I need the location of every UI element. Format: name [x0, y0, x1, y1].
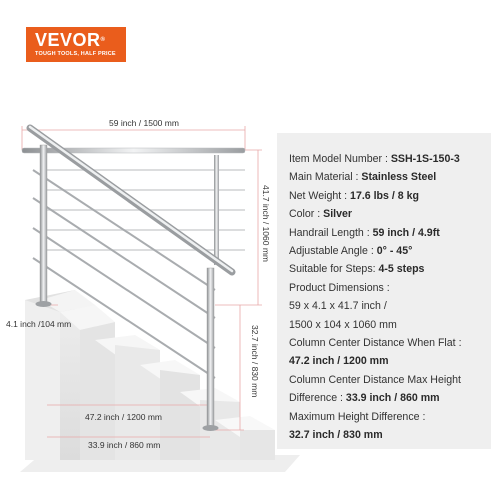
spec-line: [289, 411, 425, 424]
brand-name: VEVOR: [35, 30, 101, 50]
registered-mark: ®: [100, 37, 106, 43]
post-height-label: 32.7 inch / 830 mm: [250, 325, 260, 398]
spec-value: 33.9 inch / 860 mm: [345, 392, 440, 405]
spec-label: Item Model Number :: [289, 153, 391, 165]
spec-value: Stainless Steel: [361, 171, 437, 184]
spec-value: 47.2 inch / 1200 mm: [289, 355, 389, 368]
spec-line: [289, 337, 462, 350]
spec-label: Color :: [289, 208, 324, 221]
spec-line: [289, 227, 440, 240]
spec-label: Handrail Length :: [289, 226, 373, 239]
spec-label: Difference :: [289, 392, 346, 405]
spec-label: 59 x 4.1 x 41.7 inch /: [289, 300, 387, 313]
spec-value: 32.7 inch / 830 mm: [289, 429, 383, 441]
spec-line: [289, 319, 397, 332]
column-distance-label: 47.2 inch / 1200 mm: [85, 412, 163, 422]
spec-line: [289, 153, 460, 166]
spec-line: [289, 282, 390, 295]
spec-value: 17.6 lbs / 8 kg: [350, 189, 419, 202]
spec-label: 1500 x 104 x 1060 mm: [289, 318, 397, 331]
spec-line: [289, 429, 383, 442]
spec-value: Silver: [323, 208, 353, 221]
base-plate-label: 4.1 inch /104 mm: [6, 319, 72, 329]
spec-line: [289, 190, 419, 203]
right-post: [207, 268, 214, 428]
spec-value: 59 inch / 4.9ft: [372, 226, 440, 239]
spec-label: Maximum Height Difference :: [289, 410, 426, 423]
top-width-label: 59 inch / 1500 mm: [109, 118, 179, 128]
step-4-face: [160, 370, 200, 460]
spec-label: Column Center Distance When Flat :: [289, 337, 462, 349]
spec-line: [289, 392, 440, 405]
right-base-plate: [203, 425, 219, 431]
spec-line: [289, 208, 352, 221]
spec-line: [289, 263, 424, 276]
spec-label: Column Center Distance Max Height: [289, 373, 461, 386]
bottom-width-label: 33.9 inch / 860 mm: [88, 440, 161, 450]
spec-label: Suitable for Steps:: [289, 263, 379, 276]
spec-line: [289, 300, 387, 313]
left-base-plate: [36, 301, 52, 307]
spec-label: Adjustable Angle :: [289, 245, 377, 257]
brand-tagline: TOUGH TOOLS, HALF PRICE: [35, 51, 116, 57]
flat-post-right: [214, 155, 219, 265]
spec-value: 0° - 45°: [376, 245, 413, 257]
spec-line: [289, 245, 412, 258]
step-6-face: [240, 430, 275, 460]
spec-line: [289, 374, 461, 387]
left-post: [40, 145, 47, 305]
spec-value: SSH-1S-150-3: [390, 153, 460, 165]
total-height-label: 41.7 inch / 1060 mm: [261, 185, 271, 263]
spec-value: 4-5 steps: [378, 263, 425, 276]
spec-label: Main Material :: [289, 171, 362, 184]
spec-label: Product Dimensions :: [289, 281, 390, 294]
spec-line: [289, 171, 436, 184]
spec-label: Net Weight :: [289, 189, 351, 202]
spec-line: [289, 355, 389, 368]
